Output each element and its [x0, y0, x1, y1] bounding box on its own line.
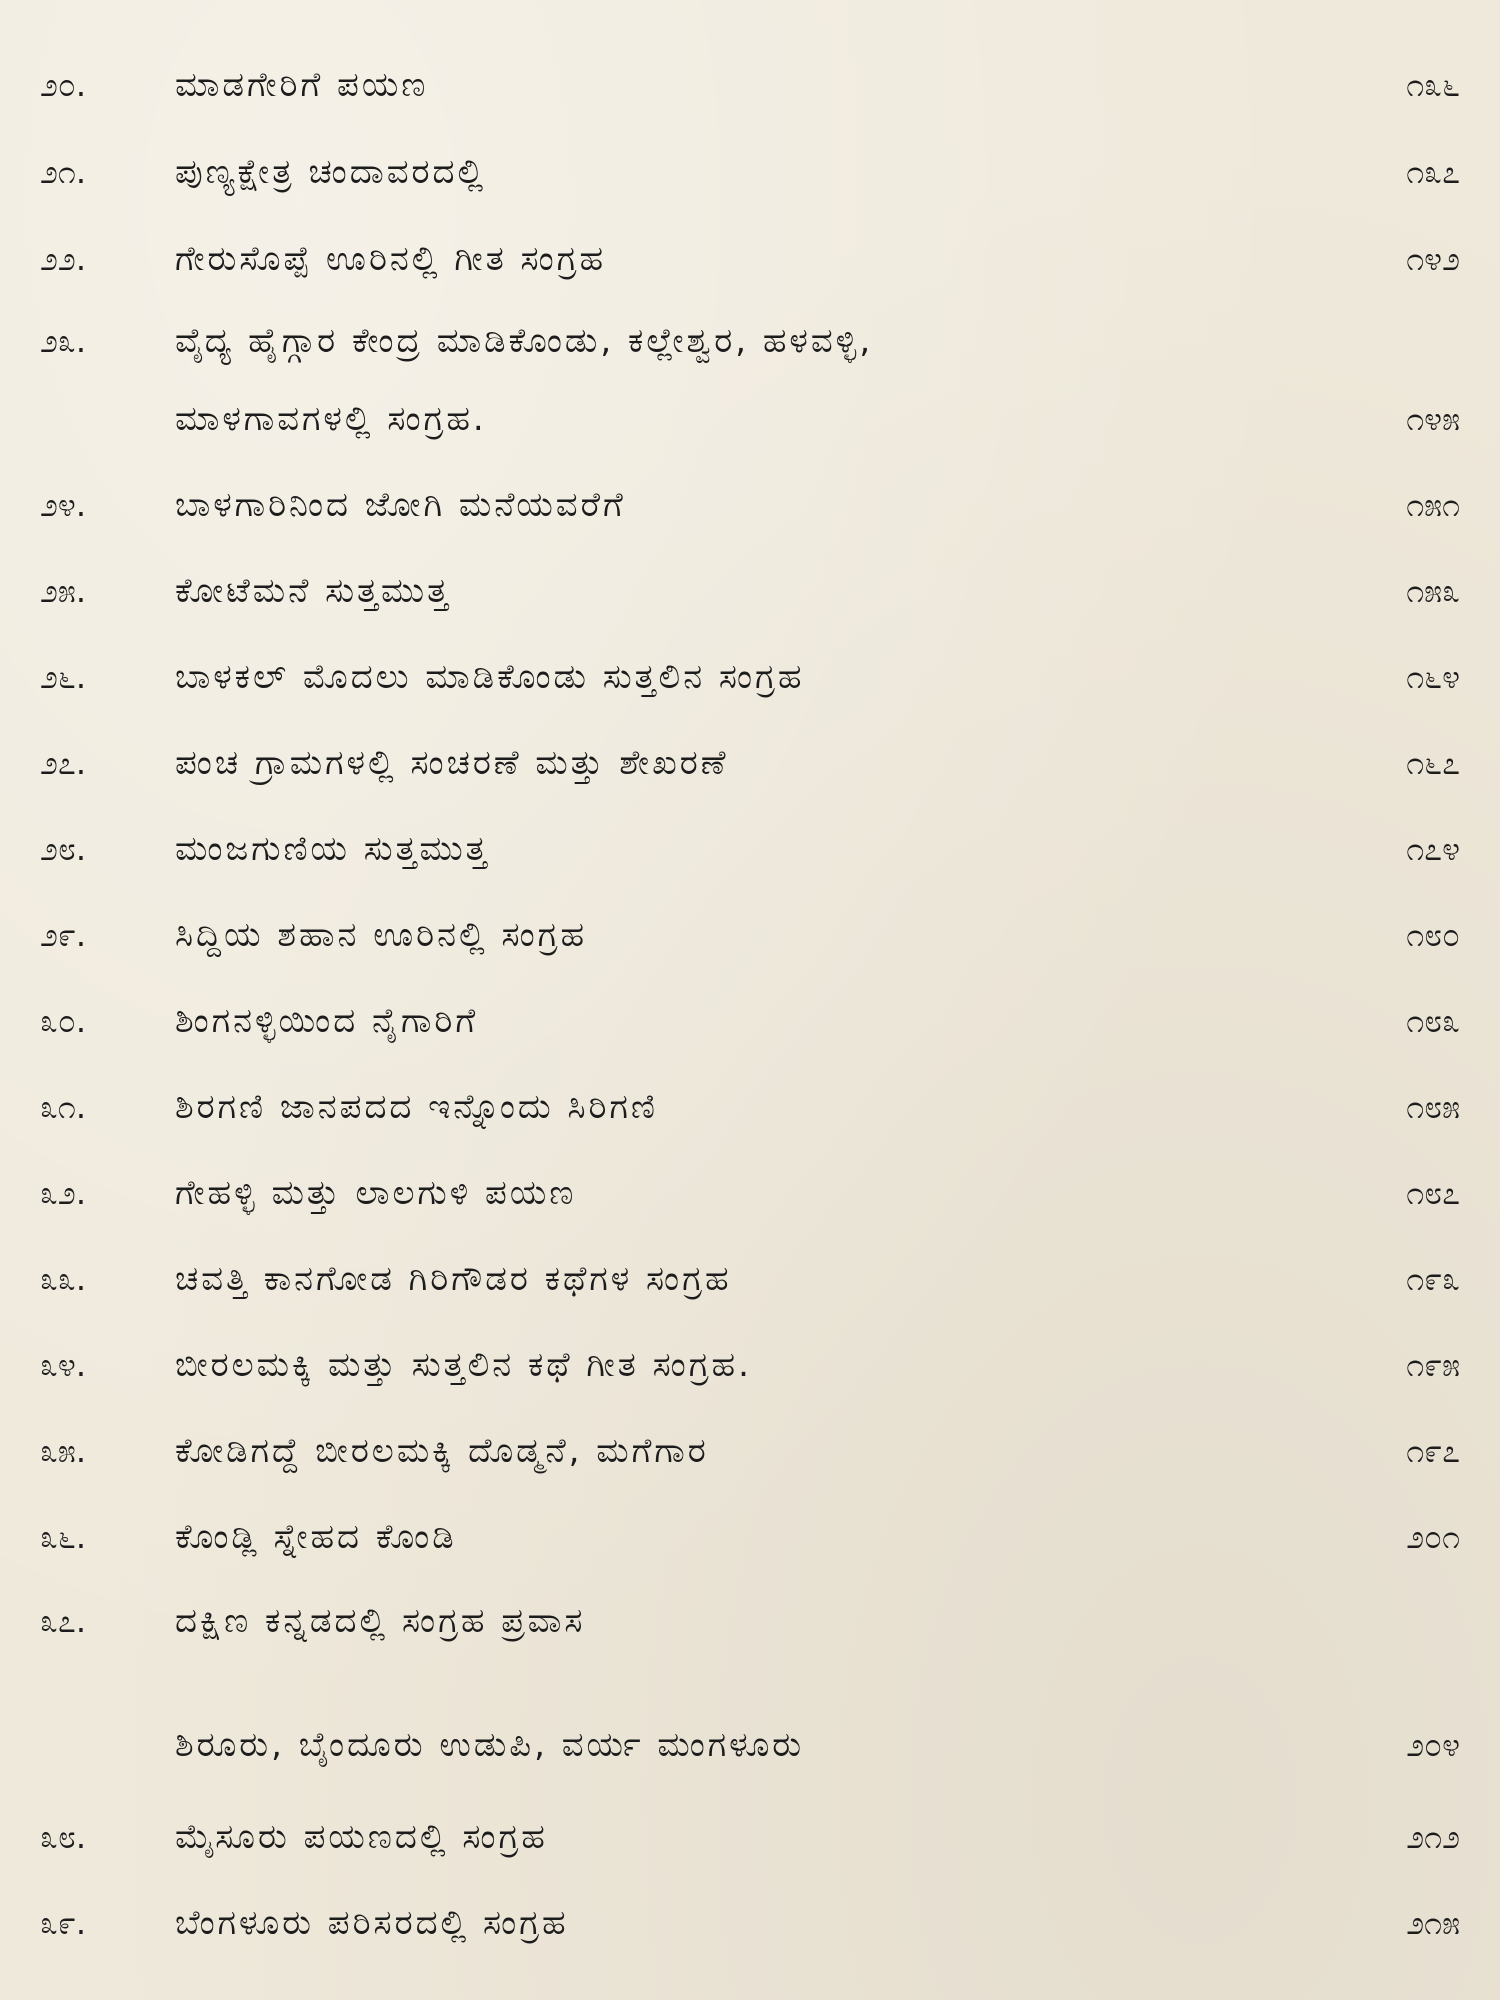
entry-page-number: ೧೮೦	[1406, 916, 1460, 954]
toc-entry	[0, 306, 1500, 376]
toc-entry	[0, 1072, 1500, 1142]
entry-title: ಗೇರುಸೊಪ್ಪೆ ಊರಿನಲ್ಲಿ ಗೀತ ಸಂಗ್ರಹ	[175, 239, 607, 279]
toc-entry	[0, 986, 1500, 1056]
entry-number: ೩೫.	[40, 1432, 87, 1470]
toc-entry-continuation	[0, 1710, 1500, 1780]
entry-number: ೨೪.	[40, 486, 87, 524]
entry-title: ಶಿರೂರು, ಬೈಂದೂರು ಉಡುಪಿ, ವರ್ಯ ಮಂಗಳೂರು	[175, 1725, 805, 1765]
toc-entry-continuation	[0, 384, 1500, 454]
toc-entry	[0, 1244, 1500, 1314]
entry-number: ೩೭.	[40, 1602, 87, 1640]
entry-page-number: ೧೬೪	[1406, 658, 1460, 696]
entry-title: ಗೇಹಳ್ಳಿ ಮತ್ತು ಲಾಲಗುಳಿ ಪಯಣ	[175, 1173, 577, 1213]
entry-number: ೩೩.	[40, 1260, 87, 1298]
entry-number: ೩೮.	[40, 1818, 87, 1856]
toc-entry	[0, 1802, 1500, 1872]
entry-title: ಬೀರಲಮಕ್ಕಿ ಮತ್ತು ಸುತ್ತಲಿನ ಕಥೆ ಗೀತ ಸಂಗ್ರಹ.	[175, 1345, 752, 1385]
entry-title: ಶಿಂಗನಳ್ಳಿಯಿಂದ ನೈಗಾರಿಗೆ	[175, 1001, 479, 1041]
entry-page-number: ೧೮೭	[1406, 1174, 1460, 1212]
entry-title: ಬಾಳಗಾರಿನಿಂದ ಜೋಗಿ ಮನೆಯವರೆಗೆ	[175, 485, 626, 525]
entry-title: ಮಾಳಗಾವಗಳಲ್ಲಿ ಸಂಗ್ರಹ.	[175, 399, 487, 439]
toc-entry	[0, 814, 1500, 884]
entry-title: ಮಂಜಗುಣಿಯ ಸುತ್ತಮುತ್ತ	[175, 829, 490, 869]
entry-page-number: ೧೬೭	[1406, 744, 1460, 782]
entry-number: ೨೭.	[40, 744, 87, 782]
entry-page-number: ೧೮೫	[1406, 1088, 1460, 1126]
entry-number: ೨೦.	[40, 66, 87, 104]
entry-title: ಮಾಡಗೇರಿಗೆ ಪಯಣ	[175, 65, 429, 105]
entry-number: ೨೨.	[40, 240, 87, 278]
entry-page-number: ೧೪೨	[1406, 240, 1460, 278]
toc-entry	[0, 1330, 1500, 1400]
entry-page-number: ೧೪೫	[1406, 400, 1460, 438]
entry-page-number: ೨೧೨	[1406, 1818, 1460, 1856]
entry-page-number: ೨೦೪	[1406, 1726, 1460, 1764]
entry-number: ೩೪.	[40, 1346, 87, 1384]
entry-title: ಶಿರಗಣಿ ಜಾನಪದದ ಇನ್ನೊಂದು ಸಿರಿಗಣಿ	[175, 1087, 658, 1127]
toc-entry	[0, 728, 1500, 798]
entry-page-number: ೧೯೩	[1406, 1260, 1460, 1298]
entry-number: ೨೫.	[40, 572, 87, 610]
entry-page-number: ೧೯೫	[1406, 1346, 1460, 1384]
toc-entry	[0, 556, 1500, 626]
entry-title: ಪಂಚ ಗ್ರಾಮಗಳಲ್ಲಿ ಸಂಚರಣೆ ಮತ್ತು ಶೇಖರಣೆ	[175, 743, 729, 783]
toc-entry	[0, 137, 1500, 207]
entry-page-number: ೧೫೩	[1406, 572, 1460, 610]
entry-number: ೨೧.	[40, 153, 87, 191]
entry-title: ಚವತ್ತಿ ಕಾನಗೋಡ ಗಿರಿಗೌಡರ ಕಥೆಗಳ ಸಂಗ್ರಹ	[175, 1259, 732, 1299]
entry-page-number: ೧೩೭	[1406, 153, 1460, 191]
toc-entry	[0, 470, 1500, 540]
entry-title: ಬೆಂಗಳೂರು ಪರಿಸರದಲ್ಲಿ ಸಂಗ್ರಹ	[175, 1903, 569, 1943]
entry-page-number: ೨೧೫	[1406, 1904, 1460, 1942]
toc-entry	[0, 1416, 1500, 1486]
toc-entry	[0, 50, 1500, 120]
entry-page-number: ೧೯೭	[1406, 1432, 1460, 1470]
toc-entry	[0, 642, 1500, 712]
entry-number: ೩೨.	[40, 1174, 87, 1212]
toc-entry	[0, 224, 1500, 294]
entry-title: ವೈದ್ಯ ಹೈಗ್ಗಾರ ಕೇಂದ್ರ ಮಾಡಿಕೊಂಡು, ಕಲ್ಲೇಶ್ವರ, ಹಳವಳ್ಳಿ,	[175, 321, 874, 361]
entry-title: ದಕ್ಷಿಣ ಕನ್ನಡದಲ್ಲಿ ಸಂಗ್ರಹ ಪ್ರವಾಸ	[175, 1601, 586, 1641]
entry-title: ಕೋಟೆಮನೆ ಸುತ್ತಮುತ್ತ	[175, 571, 452, 611]
entry-page-number: ೧೩೬	[1406, 66, 1460, 104]
entry-title: ಪುಣ್ಯಕ್ಷೇತ್ರ ಚಂದಾವರದಲ್ಲಿ	[175, 152, 487, 192]
entry-number: ೩೯.	[40, 1904, 87, 1942]
entry-number: ೨೬.	[40, 658, 87, 696]
toc-entry	[0, 1502, 1500, 1572]
toc-entry	[0, 900, 1500, 970]
entry-page-number: ೨೦೧	[1406, 1518, 1460, 1556]
entry-title: ಸಿದ್ದಿಯ ಶಹಾನ ಊರಿನಲ್ಲಿ ಸಂಗ್ರಹ	[175, 915, 588, 955]
entry-page-number: ೧೭೪	[1406, 830, 1460, 868]
entry-page-number: ೧೫೧	[1406, 486, 1460, 524]
entry-number: ೩೦.	[40, 1002, 87, 1040]
entry-title: ಮೈಸೂರು ಪಯಣದಲ್ಲಿ ಸಂಗ್ರಹ	[175, 1817, 548, 1857]
entry-page-number: ೧೮೩	[1406, 1002, 1460, 1040]
entry-number: ೩೧.	[40, 1088, 87, 1126]
toc-entry	[0, 1586, 1500, 1656]
entry-number: ೨೮.	[40, 830, 87, 868]
entry-title: ಕೊಂಡ್ಲಿ ಸ್ನೇಹದ ಕೊಂಡಿ	[175, 1517, 457, 1557]
entry-number: ೩೬.	[40, 1518, 87, 1556]
toc-entry	[0, 1158, 1500, 1228]
entry-title: ಬಾಳಕಲ್ ಮೊದಲು ಮಾಡಿಕೊಂಡು ಸುತ್ತಲಿನ ಸಂಗ್ರಹ	[175, 657, 805, 697]
entry-number: ೨೯.	[40, 916, 87, 954]
entry-number: ೨೩.	[40, 322, 87, 360]
toc-entry	[0, 1888, 1500, 1958]
entry-title: ಕೋಡಿಗದ್ದೆ ಬೀರಲಮಕ್ಕಿ ದೊಡ್ಮನೆ, ಮಗೆಗಾರ	[175, 1431, 709, 1471]
